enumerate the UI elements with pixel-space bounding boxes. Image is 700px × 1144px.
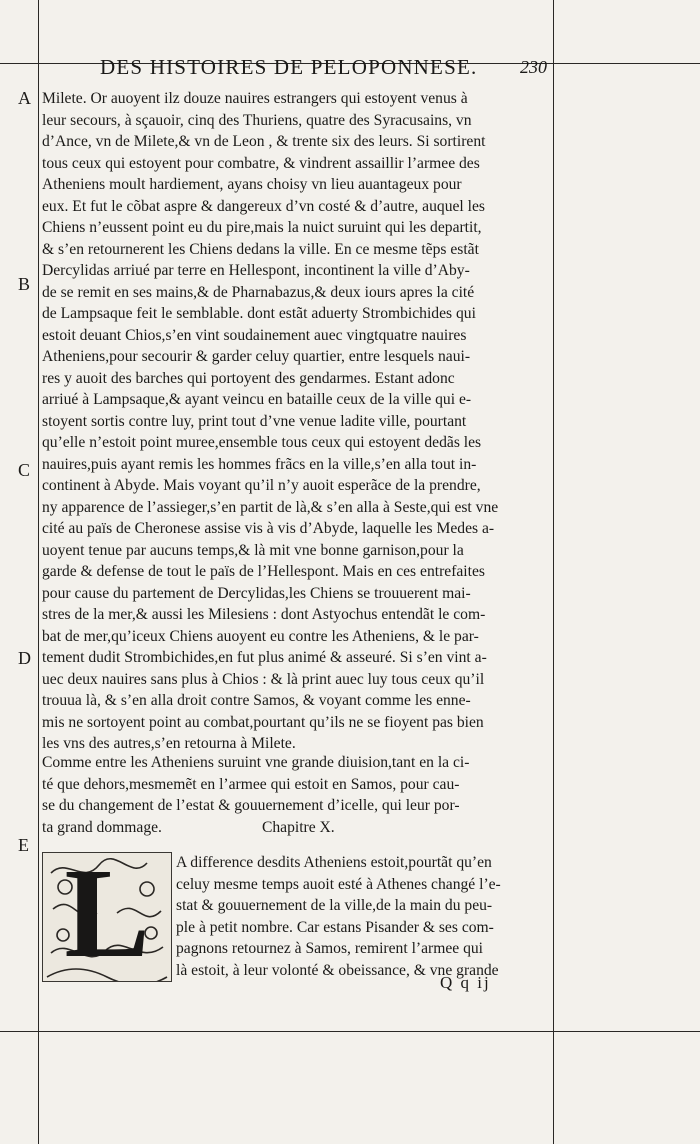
text-line: stres de la mer,& aussi les Milesiens : dont Astyochus entendãt le com-: [42, 606, 486, 623]
chapter-text-line: A difference desdits Atheniens estoit,pourtãt qu’en: [176, 854, 492, 871]
text-line: cité au païs de Cheronese assise vis à vis d’Abyde, laquelle les Medes a-: [42, 520, 495, 537]
text-line: garde & defense de tout le païs de l’Hellespont. Mais en ces entrefaites: [42, 563, 485, 580]
printer-signature: Q q ij: [440, 973, 491, 992]
chapter-heading: Chapitre X.: [261, 818, 335, 836]
drop-cap-letter: L: [64, 842, 150, 984]
text-line: qu’elle n’estoit point muree,ensemble tous ceux qui estoyent dedãs les: [42, 434, 482, 451]
summary-last-line: [42, 817, 544, 839]
text-line: d’Ance, vn de Milete,& vn de Leon , & trente six des leurs. Si sortirent: [42, 133, 486, 150]
chapter-summary: [42, 752, 544, 838]
ornamental-drop-cap: [42, 842, 172, 984]
footer-rule: [0, 1031, 700, 1032]
chapter-text-line: celuy mesme temps auoit esté à Athenes changé l’e-: [176, 875, 501, 893]
text-line: les vns des autres,s’en retourna à Milete.: [42, 735, 296, 752]
text-line: leur secours, à sçauoir, cinq des Thuriens, quatre des Syracusains, vn: [42, 111, 472, 129]
chapter-opening-text: [176, 852, 546, 981]
text-line: arriué à Lampsaque,& ayant veincu en bataille ceux de la ville qui e-: [42, 391, 472, 408]
text-line: Chiens n’eussent point eu du pire,mais la nuict suruint qui les departit,: [42, 219, 482, 236]
text-line: bat de mer,qu’iceux Chiens auoyent eu contre les Atheniens, & le par-: [42, 627, 479, 645]
margin-letter-b: B: [18, 274, 31, 294]
summary-line: té que dehors,mesmemẽt en l’armee qui estoit en Samos, pour cau-: [42, 775, 460, 793]
summary-line-end: ta grand dommage.: [42, 818, 162, 836]
margin-letter-d: D: [18, 648, 31, 668]
text-line: stoyent sortis contre luy, print tout d’vne venue ladite ville, pourtant: [42, 412, 467, 430]
text-line: uec deux nauires sans plus à Chios : & là print auec luy tous ceux qu’il: [42, 670, 485, 688]
summary-line: se du changement de l’estat & gouuernement d’icelle, qui leur por-: [42, 797, 460, 814]
chapter-text-line: ple à petit nombre. Car estans Pisander & ses com-: [176, 918, 494, 936]
text-line: res y auoit des barches qui portoyent des gendarmes. Estant adonc: [42, 369, 455, 387]
text-line: eux. Et fut le cõbat aspre & dangereux d’vn costé & d’autre, auquel les: [42, 197, 485, 215]
chapter-text-line: là estoit, à leur volonté & obeissance, & vne grande: [176, 961, 499, 979]
text-line: de Lampsaque feit le semblable. dont estãt aduerty Strombichides qui: [42, 305, 476, 322]
text-line: Atheniens,pour secourir & garder celuy quartier, entre lesquels naui-: [42, 348, 471, 365]
text-line: trouua là, & s’en alla droit contre Samos, & voyant comme les enne-: [42, 692, 471, 709]
margin-letter-e: E: [18, 835, 29, 855]
text-line: estoit deuant Chios,s’en vint soudainement auec vingtquatre nauires: [42, 326, 467, 344]
running-title: DES HISTOIRES DE PELOPONNESE.: [100, 55, 478, 79]
text-line: ny apparence de l’assieger,s’en partit de là,& s’en alla à Seste,qui est vne: [42, 498, 499, 516]
text-line: tement dudit Strombichides,en fut plus animé & asseuré. Si s’en vint a-: [42, 649, 487, 666]
text-line: continent à Abyde. Mais voyant qu’il n’y auoit esperãce de la prendre,: [42, 477, 481, 494]
right-margin-rule: [553, 0, 554, 1144]
text-line: nauires,puis ayant remis les hommes frãcs en la ville,s’en alla tout in-: [42, 455, 477, 473]
summary-line: Comme entre les Atheniens suruint vne grande diuision,tant en la ci-: [42, 754, 470, 771]
chapter-text-line: stat & gouuernement de la ville,de la main du peu-: [176, 897, 493, 914]
text-line: de se remit en ses mains,& de Pharnabazus,& deux iours apres la cité: [42, 283, 475, 301]
text-line: mis ne sortoyent point au combat,pourtant qu’ils ne se fioyent pas bien: [42, 713, 484, 731]
chapter-text-line: pagnons retournez à Samos, remirent l’armee qui: [176, 940, 484, 957]
margin-letter-a: A: [18, 88, 31, 108]
text-line: tous ceux qui estoyent pour combatre, & vindrent assaillir l’armee des: [42, 154, 480, 172]
margin-letter-c: C: [18, 460, 31, 480]
text-line: Dercylidas arriué par terre en Hellespont, incontinent la ville d’Aby-: [42, 262, 470, 279]
text-line: uoyent tenue par aucuns temps,& là mit vne bonne garnison,pour la: [42, 541, 464, 559]
text-line: & s’en retournerent les Chiens dedans la ville. En ce mesme tẽps estãt: [42, 240, 479, 258]
text-line: Atheniens moult hardiement, ayans choisy vn lieu auantageux pour: [42, 176, 462, 193]
page-number: 230: [520, 57, 547, 77]
left-margin-rule: [38, 0, 39, 1144]
main-text-block: [42, 88, 544, 755]
text-line: Milete. Or auoyent ilz douze nauires estrangers qui estoyent venus à: [42, 90, 468, 107]
text-line: pour cause du partement de Dercylidas,les Chiens se trouuerent mai-: [42, 584, 471, 602]
